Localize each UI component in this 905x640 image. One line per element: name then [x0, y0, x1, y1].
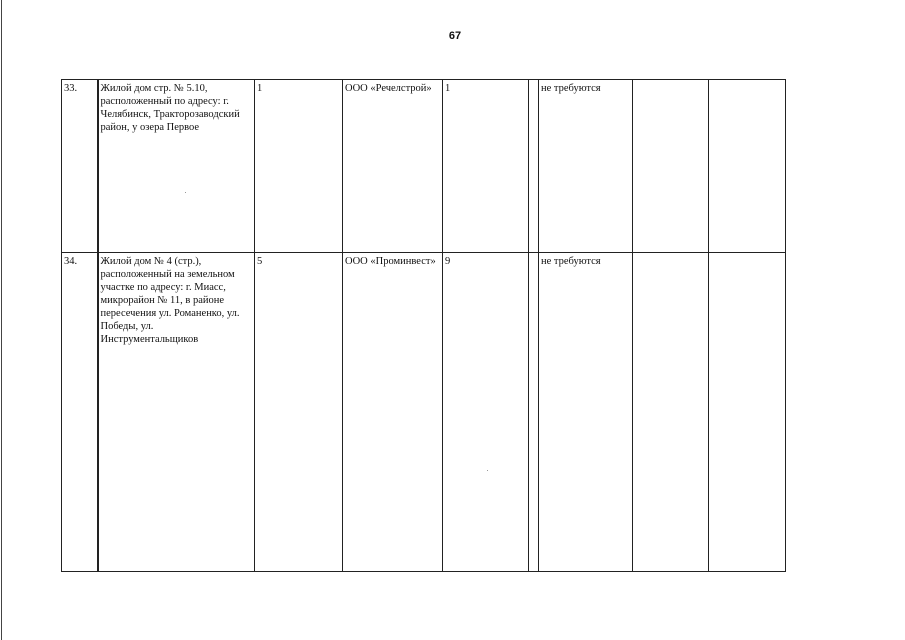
page-left-edge: [1, 0, 2, 640]
empty-cell: [709, 80, 786, 253]
quantity-cell: 5: [255, 253, 343, 572]
scan-speck: [185, 192, 186, 193]
object-description-cell: Жилой дом стр. № 5.10, расположенный по адресу: г. Челябинск, Тракторозаводский район, у озера Первое: [98, 80, 255, 253]
page-number: 67: [448, 30, 462, 42]
developer-cell: ООО «Проминвест»: [343, 253, 443, 572]
count-cell: 9: [443, 253, 529, 572]
empty-cell: [633, 253, 709, 572]
table-row: [62, 253, 786, 572]
row-number-cell: 33.: [62, 80, 98, 253]
requirements-cell: не требуются: [539, 253, 633, 572]
requirements-cell: не требуются: [539, 80, 633, 253]
table-row: [62, 80, 786, 253]
registry-table: [61, 79, 786, 572]
narrow-cell: [529, 253, 539, 572]
scan-speck: [487, 470, 488, 471]
empty-cell: [633, 80, 709, 253]
count-cell: 1: [443, 80, 529, 253]
narrow-cell: [529, 80, 539, 253]
quantity-cell: 1: [255, 80, 343, 253]
row-number-cell: 34.: [62, 253, 98, 572]
developer-cell: ООО «Речелстрой»: [343, 80, 443, 253]
empty-cell: [709, 253, 786, 572]
object-description-cell: Жилой дом № 4 (стр.), расположенный на земельном участке по адресу: г. Миасс, микрорайон № 11, в районе пересечения ул. Романенко, ул. Победы, ул. Инструментальщиков: [98, 253, 255, 572]
